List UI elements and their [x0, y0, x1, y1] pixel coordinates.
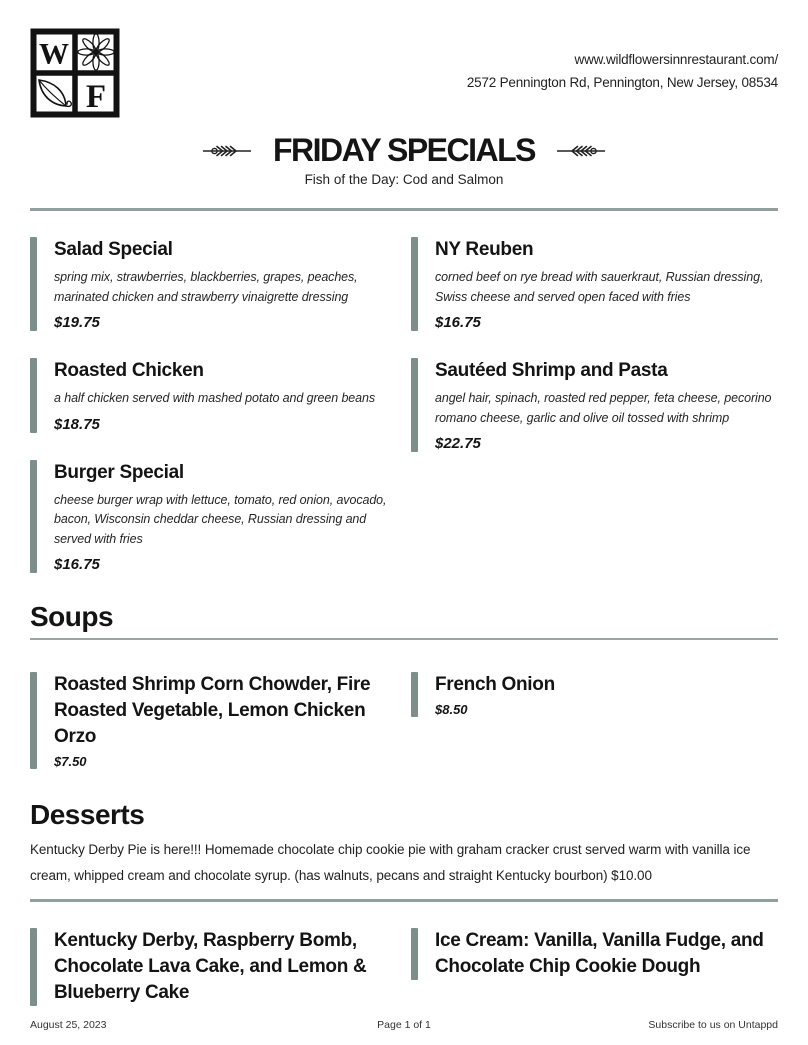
soups-left-column	[30, 672, 397, 769]
section-divider	[30, 208, 778, 211]
page-title: FRIDAY SPECIALS	[272, 132, 535, 168]
wheat-icon	[557, 143, 605, 159]
item-description: spring mix, strawberries, blackberries, grapes, peaches, marinated chicken and strawberry vinaigrette dressing	[54, 270, 358, 304]
menu-item-roasted-chicken	[30, 358, 397, 433]
item-name: NY Reuben	[435, 239, 534, 260]
specials-left-column	[30, 237, 397, 573]
item-accent-bar	[411, 237, 418, 331]
item-name: Roasted Chicken	[54, 360, 204, 381]
soups-right-column	[411, 672, 778, 769]
item-accent-bar	[30, 928, 37, 1006]
menu-item-burger-special	[30, 460, 397, 574]
soups-section	[30, 601, 778, 769]
website-url: www.wildflowersinnrestaurant.com/	[574, 52, 778, 67]
desserts-note: Kentucky Derby Pie is here!!! Homemade chocolate chip cookie pie with graham cracker crust served warm with vanilla ice cream, whipped cream and chocolate syrup. (has walnuts, pecans and straight Kentucky bourbon) $10.00	[30, 842, 751, 883]
item-name: French Onion	[435, 674, 555, 695]
page-footer	[30, 1019, 778, 1031]
item-price: $16.75	[54, 556, 100, 573]
item-description: angel hair, spinach, roasted red pepper, feta cheese, pecorino romano cheese, garlic and olive oil tossed with shrimp	[435, 391, 772, 425]
item-price: $18.75	[54, 415, 100, 433]
footer-page-number: Page 1 of 1	[377, 1019, 431, 1031]
item-name: Burger Special	[54, 461, 184, 483]
menu-item-sauteed-shrimp-pasta	[411, 358, 778, 452]
logo-letter-w: W	[39, 37, 69, 71]
menu-item-soup-trio	[30, 672, 397, 769]
menu-item-salad-special	[30, 237, 397, 331]
item-price: $19.75	[54, 314, 100, 331]
title-banner	[30, 132, 778, 187]
item-price: $22.75	[435, 435, 481, 452]
item-name: Roasted Shrimp Corn Chowder, Fire Roasted Vegetable, Lemon Chicken Orzo	[54, 674, 371, 747]
desserts-heading: Desserts	[30, 799, 145, 830]
soups-heading: Soups	[30, 601, 114, 632]
footer-date: August 25, 2023	[30, 1019, 107, 1031]
item-description: a half chicken served with mashed potato and green beans	[54, 391, 375, 405]
menu-item-cakes	[30, 928, 397, 1006]
street-address: 2572 Pennington Rd, Pennington, New Jersey, 08534	[466, 75, 778, 90]
item-accent-bar	[411, 672, 418, 717]
item-accent-bar	[411, 358, 418, 452]
contact-block	[467, 48, 778, 94]
soups-underline	[30, 638, 778, 640]
item-accent-bar	[30, 460, 37, 574]
item-description: corned beef on rye bread with sauerkraut, Russian dressing, Swiss cheese and served open faced with fries	[435, 270, 764, 304]
menu-item-french-onion	[411, 672, 778, 717]
page-header	[30, 28, 778, 118]
menu-item-ny-reuben	[411, 237, 778, 331]
logo-letter-f: F	[85, 79, 107, 115]
desserts-divider	[30, 899, 778, 902]
item-price: $7.50	[54, 754, 87, 769]
page-subtitle: Fish of the Day: Cod and Salmon	[304, 172, 504, 187]
item-accent-bar	[30, 237, 37, 331]
item-price: $8.50	[435, 702, 468, 717]
wheat-icon	[203, 143, 251, 159]
item-price: $16.75	[435, 314, 481, 331]
desserts-right-column	[411, 928, 778, 1006]
item-name: Salad Special	[54, 239, 173, 260]
item-name: Ice Cream: Vanilla, Vanilla Fudge, and Chocolate Chip Cookie Dough	[435, 930, 764, 977]
footer-subscribe-text: Subscribe to us on Untappd	[648, 1019, 778, 1031]
item-name: Sautéed Shrimp and Pasta	[435, 360, 668, 381]
wildflowers-inn-logo-icon	[30, 28, 120, 118]
item-name: Kentucky Derby, Raspberry Bomb, Chocolate Lava Cake, and Lemon & Blueberry Cake	[54, 930, 367, 1003]
item-description: cheese burger wrap with lettuce, tomato, red onion, avocado, bacon, Wisconsin cheddar cheese, Russian dressing and served with fries	[54, 492, 387, 546]
item-accent-bar	[30, 672, 37, 769]
item-accent-bar	[411, 928, 418, 980]
item-accent-bar	[30, 358, 37, 433]
desserts-left-column	[30, 928, 397, 1006]
menu-item-ice-cream	[411, 928, 778, 980]
specials-right-column	[411, 237, 778, 573]
specials-section	[30, 237, 778, 573]
desserts-section	[30, 799, 778, 1006]
